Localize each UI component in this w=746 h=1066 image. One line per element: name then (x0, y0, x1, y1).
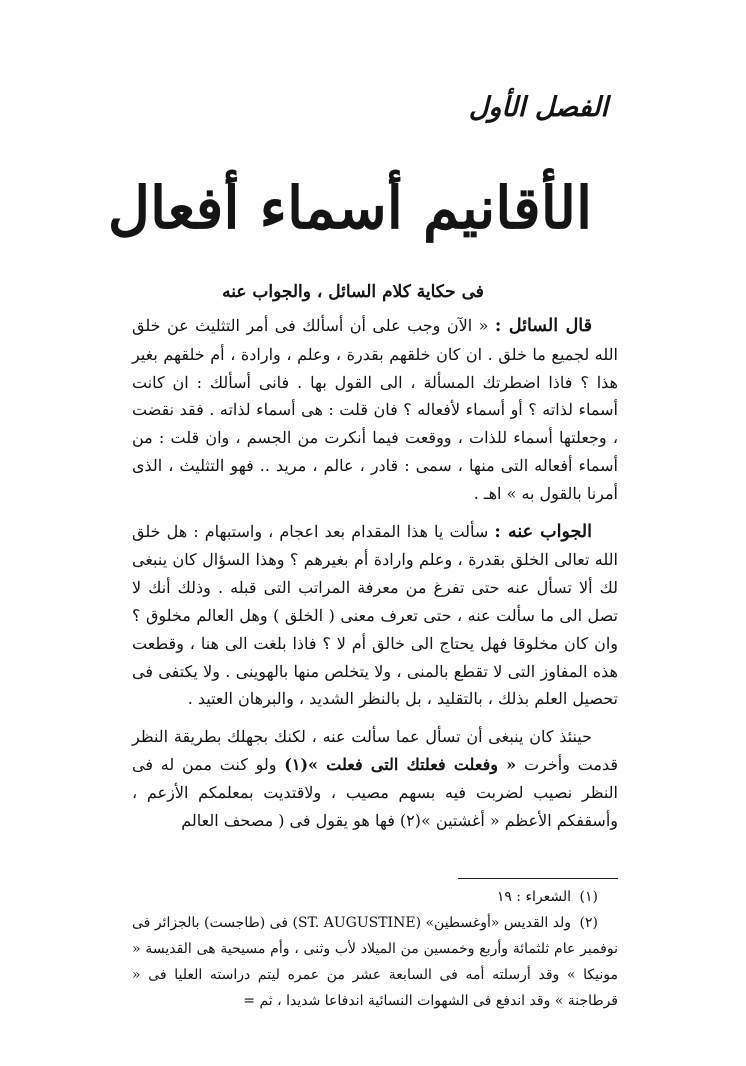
footnote-text: ولد القديس «أوغسطين» (ST. AUGUSTINE) فى (طاجست) بالجزائر فى نوفمبر عام ثلثمائة وأربع وخمسين من الميلاد لأب وثنى ، وأم مسيحية هى القديسة « مونيكا » وقد أرسلته أمه فى السابعة عشر من عمره ليتم دراسته العليا فى « قرطاجنة » وقد اندفع فى الشهوات النسائية اندفاعا شديدا ، ثم = (132, 915, 618, 1009)
footnote-number: (١) (579, 889, 598, 905)
question-text: « الآن وجب على أن أسألك فى أمر التثليث عن خلق الله لجميع ما خلق . ان كان خلقهم بقدرة ، وعلم ، وارادة ، أم خلقهم بغير هذا ؟ فاذا اضطرتك المسألة ، الى القول بها . فانى أسألك : ان كانت أسماء لذاته ؟ أو أسماء لأفعاله ؟ فان قلت : هى أسماء لذاته . فقد نقضت ، وجعلتها أسماء للذات ، ووقعت فيما أنكرت من الجسم ، وان قلت : من أسماء أفعاله التى منها ، سمى : قادر ، عالم ، مريد .. فهو التثليث ، الذى أمرنا بالقول به » اهـ . (132, 316, 619, 503)
footnote-text: الشعراء : ١٩ (496, 889, 572, 905)
body-text (132, 312, 618, 834)
continuation-text-end: ولو كنت ممن له فى النظر نصيب لضربت فيه بسهم مصيب ، ولاقتديت بمعلمكم الأزعم ، وأسقفكم الأعظم « أغشتين »(٢) فها هو يقول فى ( مصحف العالم (132, 754, 618, 830)
footnote-2 (132, 910, 618, 1014)
footnote-number: (٢) (579, 915, 599, 931)
answer-text: سألت يا هذا المقدام بعد اعجام ، واستبهام : هل خلق الله تعالى الخلق بقدرة ، وعلم وارادة أم بغيرهم ؟ وهذا السؤال كان ينبغى لك ألا تسأل عنه حتى تفرغ من معرفة المراتب التى قبله . وذلك أنك لا تصل الى ما سألت عنه ، حتى تعرف معنى ( الخلق ) وهل العالم مخلوق ؟ وان كان مخلوقا فهل يحتاج الى خالق أم لا ؟ فاذا بلغت الى هنا ، وقطعت هذه المفاوز التى لا تقطع بالمنى ، ولا يتخلص منها بالهوينى . ولا يكتفى فى تحصيل العلم بذلك ، بالتقليد ، بل بالنظر الشديد ، والبرهان العتيد . (132, 521, 618, 709)
quran-quote: « وفعلت فعلتك التى فعلت »(١) (284, 754, 517, 774)
question-lead: قال السائل : (494, 316, 592, 336)
chapter-label: الفصل الأول (468, 92, 608, 123)
page-title: الأقانيم أسماء أفعال (107, 174, 593, 242)
footnote-divider (458, 878, 618, 879)
continuation-paragraph (132, 723, 618, 834)
section-subtitle: فى حكاية كلام السائل ، والجواب عنه (222, 282, 484, 302)
question-paragraph (132, 312, 618, 508)
answer-paragraph (132, 518, 618, 714)
answer-lead: الجواب عنه : (494, 521, 592, 542)
footnote-1 (132, 884, 618, 910)
footnotes (132, 884, 618, 1014)
continuation-text-start: حينئذ كان ينبغى أن تسأل عما سألت عنه ، لكنك بجهلك بطريقة النظر قدمت وأخرت (132, 727, 618, 774)
